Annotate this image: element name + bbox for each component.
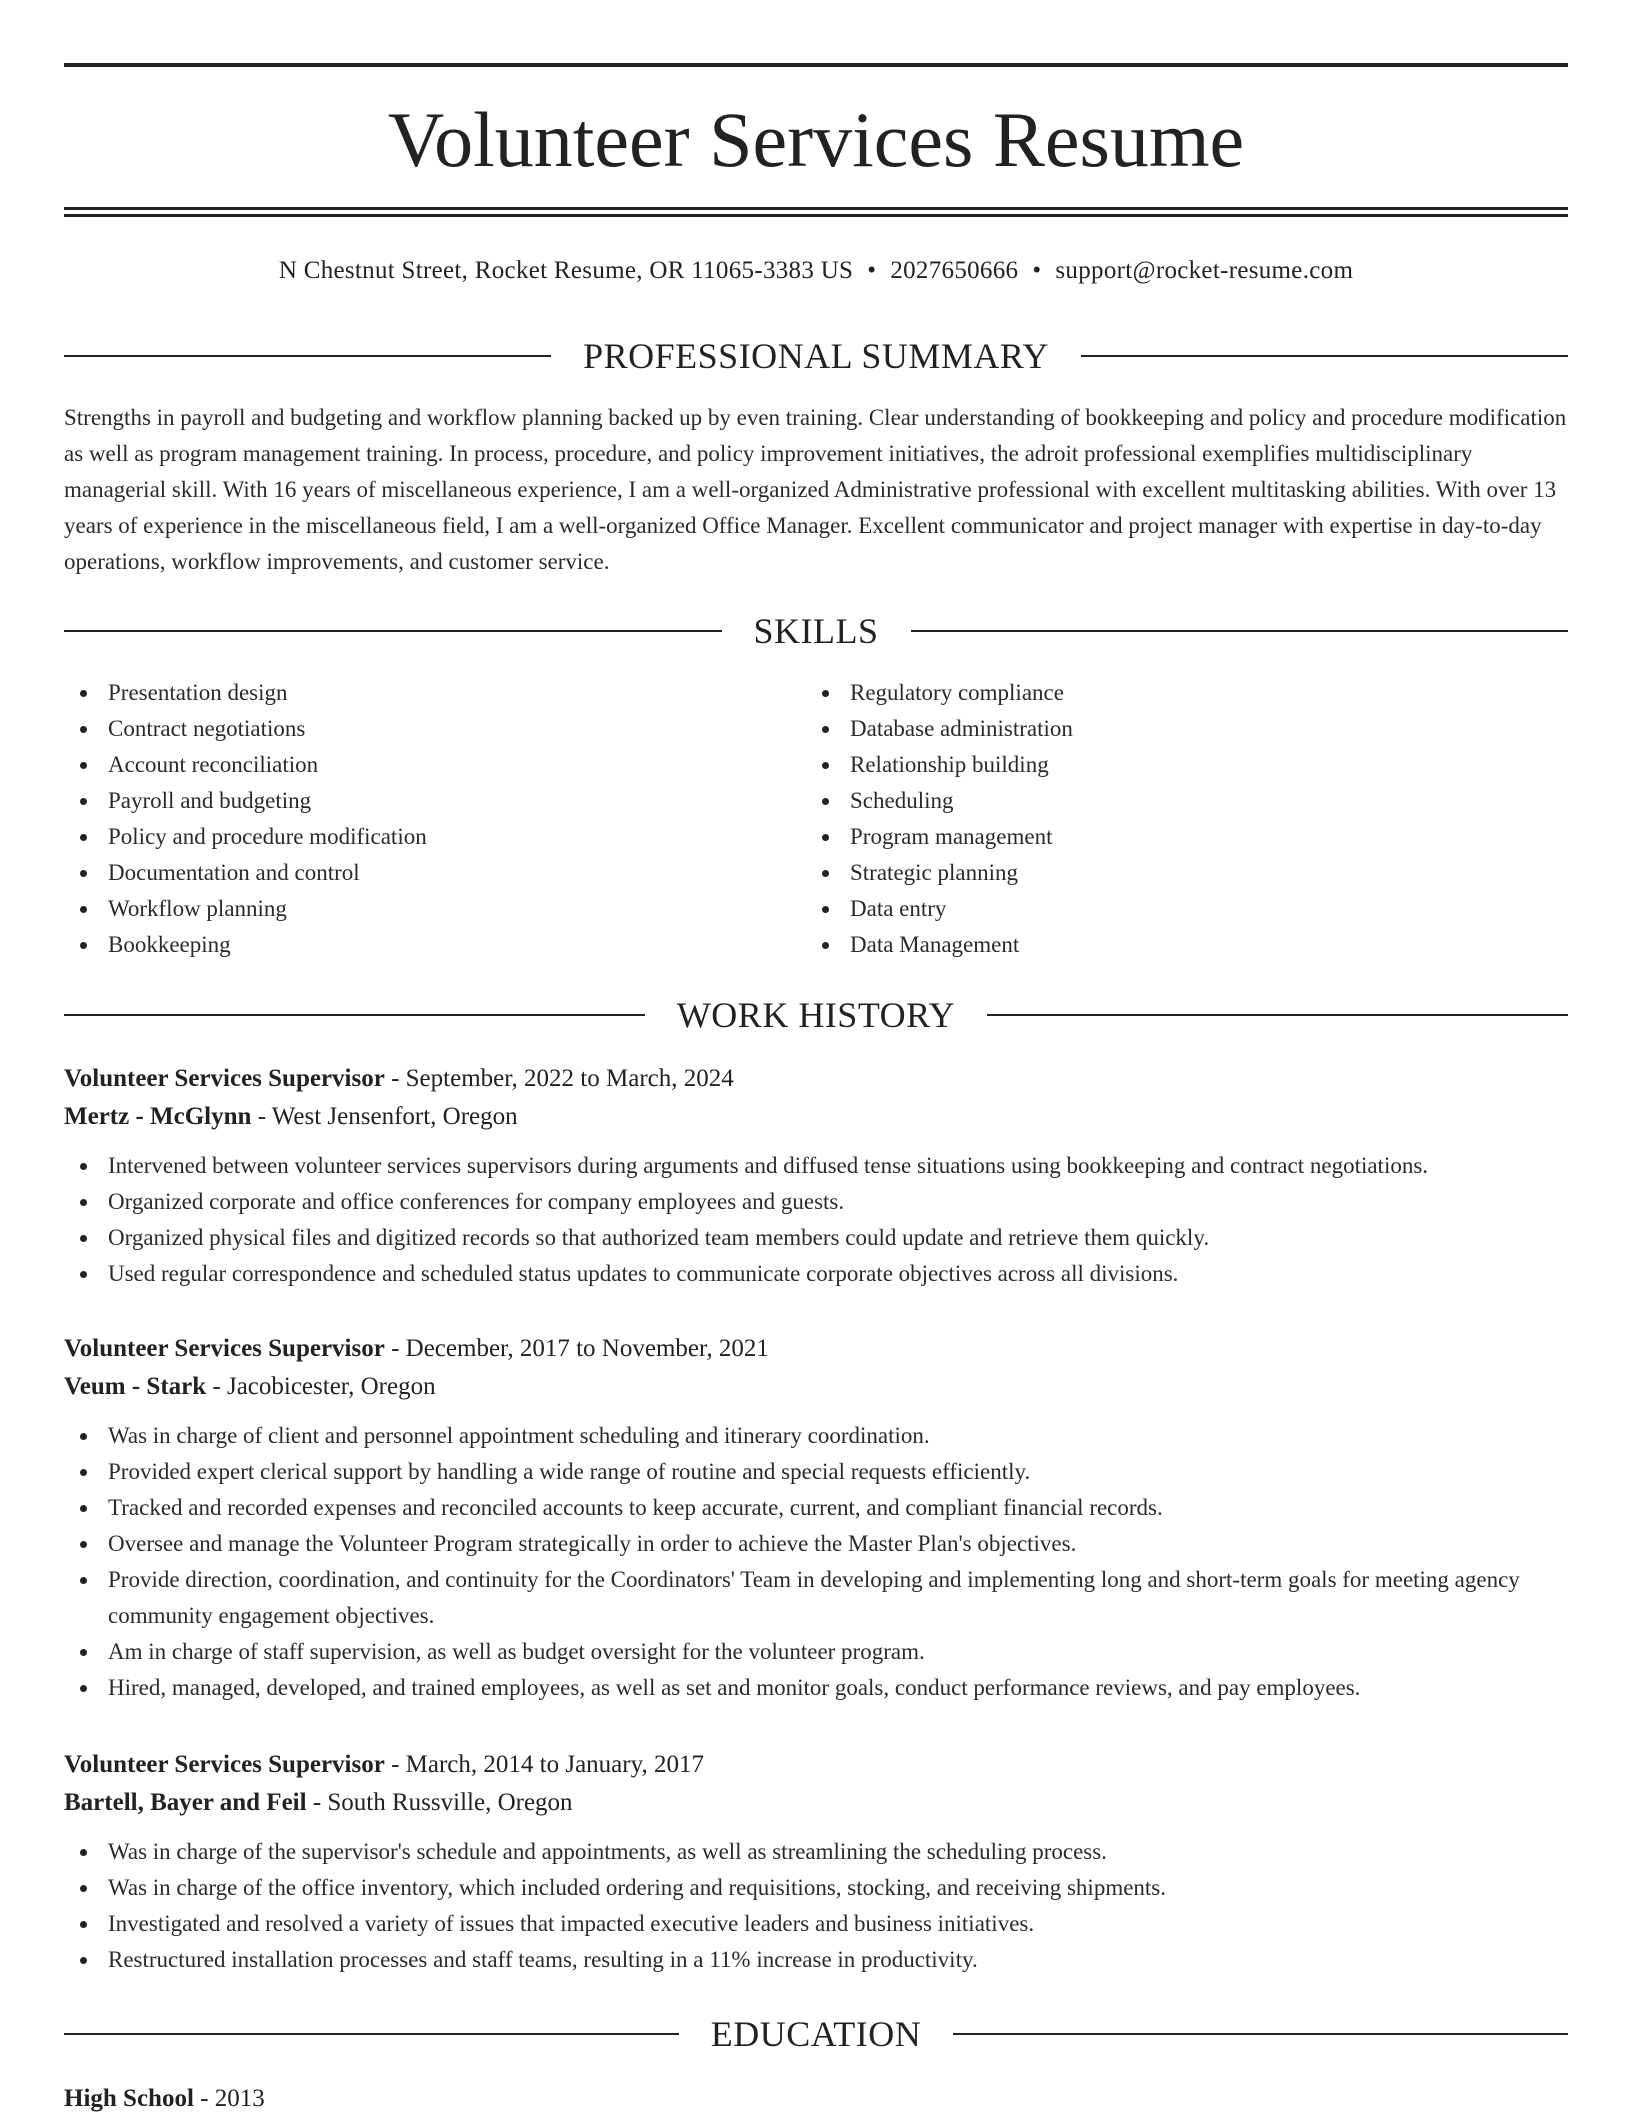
job-duty: Hired, managed, developed, and trained employees, as well as set and monitor goals, conduct performance reviews, and pay employees.	[64, 1670, 1568, 1706]
heading-rule	[64, 2033, 679, 2035]
heading-rule	[64, 1014, 645, 1016]
contact-separator: •	[867, 257, 877, 284]
skill-item: Account reconciliation	[64, 747, 806, 783]
section-heading-label: WORK HISTORY	[676, 995, 956, 1035]
skill-item: Documentation and control	[64, 855, 806, 891]
job-entry	[64, 1330, 1568, 1706]
job-duty: Was in charge of client and personnel appointment scheduling and itinerary coordination.	[64, 1418, 1568, 1454]
job-title-line	[64, 1746, 1568, 1784]
skills-column-right	[806, 675, 1548, 963]
education-degree: High School	[64, 2085, 194, 2112]
section-heading-work	[64, 993, 1568, 1037]
education-entry	[64, 2080, 1568, 2118]
job-entry	[64, 1060, 1568, 1292]
skills-column-left	[64, 675, 806, 963]
section-heading-education	[64, 2012, 1568, 2056]
job-title: Volunteer Services Supervisor	[64, 1065, 385, 1092]
job-dates: - December, 2017 to November, 2021	[384, 1335, 769, 1362]
heading-rule	[64, 630, 722, 632]
job-duties	[64, 1418, 1568, 1706]
skill-item: Regulatory compliance	[806, 675, 1548, 711]
skills-columns	[64, 675, 1568, 963]
contact-address: N Chestnut Street, Rocket Resume, OR 11065-3383 US	[278, 257, 854, 284]
skill-item: Strategic planning	[806, 855, 1548, 891]
job-company: Veum - Stark	[64, 1373, 207, 1400]
job-duty: Organized physical files and digitized records so that authorized team members could update and retrieve them quickly.	[64, 1220, 1568, 1256]
skill-item: Contract negotiations	[64, 711, 806, 747]
heading-rule	[987, 1014, 1568, 1016]
job-location: - South Russville, Oregon	[306, 1789, 573, 1816]
skill-item: Bookkeeping	[64, 927, 806, 963]
job-title: Volunteer Services Supervisor	[64, 1335, 385, 1362]
section-heading-label: EDUCATION	[710, 2014, 922, 2054]
skill-item: Program management	[806, 819, 1548, 855]
education-year: - 2013	[193, 2085, 265, 2112]
job-location: - West Jensenfort, Oregon	[251, 1103, 518, 1130]
job-duties	[64, 1834, 1568, 1978]
job-duties	[64, 1148, 1568, 1292]
contact-phone: 2027650666	[890, 257, 1019, 284]
job-duty: Provide direction, coordination, and continuity for the Coordinators' Team in developing and implementing long and short-term goals for meeting agency community engagement objectives.	[64, 1562, 1568, 1634]
job-title-line	[64, 1330, 1568, 1368]
skill-item: Scheduling	[806, 783, 1548, 819]
skill-item: Workflow planning	[64, 891, 806, 927]
job-title: Volunteer Services Supervisor	[64, 1751, 385, 1778]
contact-email: support@rocket-resume.com	[1055, 257, 1354, 284]
contact-separator: •	[1032, 257, 1042, 284]
section-heading-summary	[64, 334, 1568, 378]
job-company-line	[64, 1098, 1568, 1136]
job-company: Mertz - McGlynn	[64, 1103, 252, 1130]
job-entry	[64, 1746, 1568, 1978]
skill-item: Presentation design	[64, 675, 806, 711]
summary-text: Strengths in payroll and budgeting and workflow planning backed up by even training. Clear understanding of bookkeeping and policy and procedure modification as well as program management training. In process, procedure, and policy improvement initiatives, the adroit professional exemplifies multidisciplinary managerial skill. With 16 years of miscellaneous experience, I am a well-organized Administrative professional with excellent multitasking abilities. With over 13 years of experience in the miscellaneous field, I am a well-organized Office Manager. Excellent communicator and project manager with expertise in day-to-day operations, workflow improvements, and customer service.	[64, 405, 1567, 574]
job-company-line	[64, 1784, 1568, 1822]
skill-item: Data entry	[806, 891, 1548, 927]
skill-item: Database administration	[806, 711, 1548, 747]
skills-list-right	[806, 675, 1548, 963]
job-company-line	[64, 1368, 1568, 1406]
job-duty: Am in charge of staff supervision, as well as budget oversight for the volunteer program.	[64, 1634, 1568, 1670]
heading-rule	[1081, 355, 1568, 357]
job-duty: Oversee and manage the Volunteer Program strategically in order to achieve the Master Plan's objectives.	[64, 1526, 1568, 1562]
contact-line	[64, 255, 1568, 287]
section-heading-skills	[64, 609, 1568, 653]
heading-rule	[64, 355, 551, 357]
job-title-line	[64, 1060, 1568, 1098]
skill-item: Payroll and budgeting	[64, 783, 806, 819]
job-duty: Intervened between volunteer services supervisors during arguments and diffused tense situations using bookkeeping and contract negotiations.	[64, 1148, 1568, 1184]
job-duty: Provided expert clerical support by handling a wide range of routine and special requests efficiently.	[64, 1454, 1568, 1490]
job-company: Bartell, Bayer and Feil	[64, 1789, 307, 1816]
job-duty: Tracked and recorded expenses and reconciled accounts to keep accurate, current, and compliant financial records.	[64, 1490, 1568, 1526]
job-duty: Restructured installation processes and staff teams, resulting in a 11% increase in productivity.	[64, 1942, 1568, 1978]
title-double-rule	[64, 207, 1568, 217]
job-dates: - March, 2014 to January, 2017	[384, 1751, 704, 1778]
job-duty: Investigated and resolved a variety of issues that impacted executive leaders and business initiatives.	[64, 1906, 1568, 1942]
skills-list-left	[64, 675, 806, 963]
resume-title: Volunteer Services Resume	[387, 96, 1245, 183]
job-location: - Jacobicester, Oregon	[206, 1373, 436, 1400]
skill-item: Data Management	[806, 927, 1548, 963]
heading-rule	[953, 2033, 1568, 2035]
job-duty: Was in charge of the office inventory, which included ordering and requisitions, stocking, and receiving shipments.	[64, 1870, 1568, 1906]
job-duty: Organized corporate and office conferences for company employees and guests.	[64, 1184, 1568, 1220]
skill-item: Relationship building	[806, 747, 1548, 783]
top-rule	[64, 63, 1568, 67]
section-heading-label: SKILLS	[753, 611, 879, 651]
heading-rule	[911, 630, 1569, 632]
skill-item: Policy and procedure modification	[64, 819, 806, 855]
job-dates: - September, 2022 to March, 2024	[384, 1065, 734, 1092]
job-duty: Used regular correspondence and scheduled status updates to communicate corporate objectives across all divisions.	[64, 1256, 1568, 1292]
job-duty: Was in charge of the supervisor's schedule and appointments, as well as streamlining the scheduling process.	[64, 1834, 1568, 1870]
section-heading-label: PROFESSIONAL SUMMARY	[583, 336, 1049, 376]
